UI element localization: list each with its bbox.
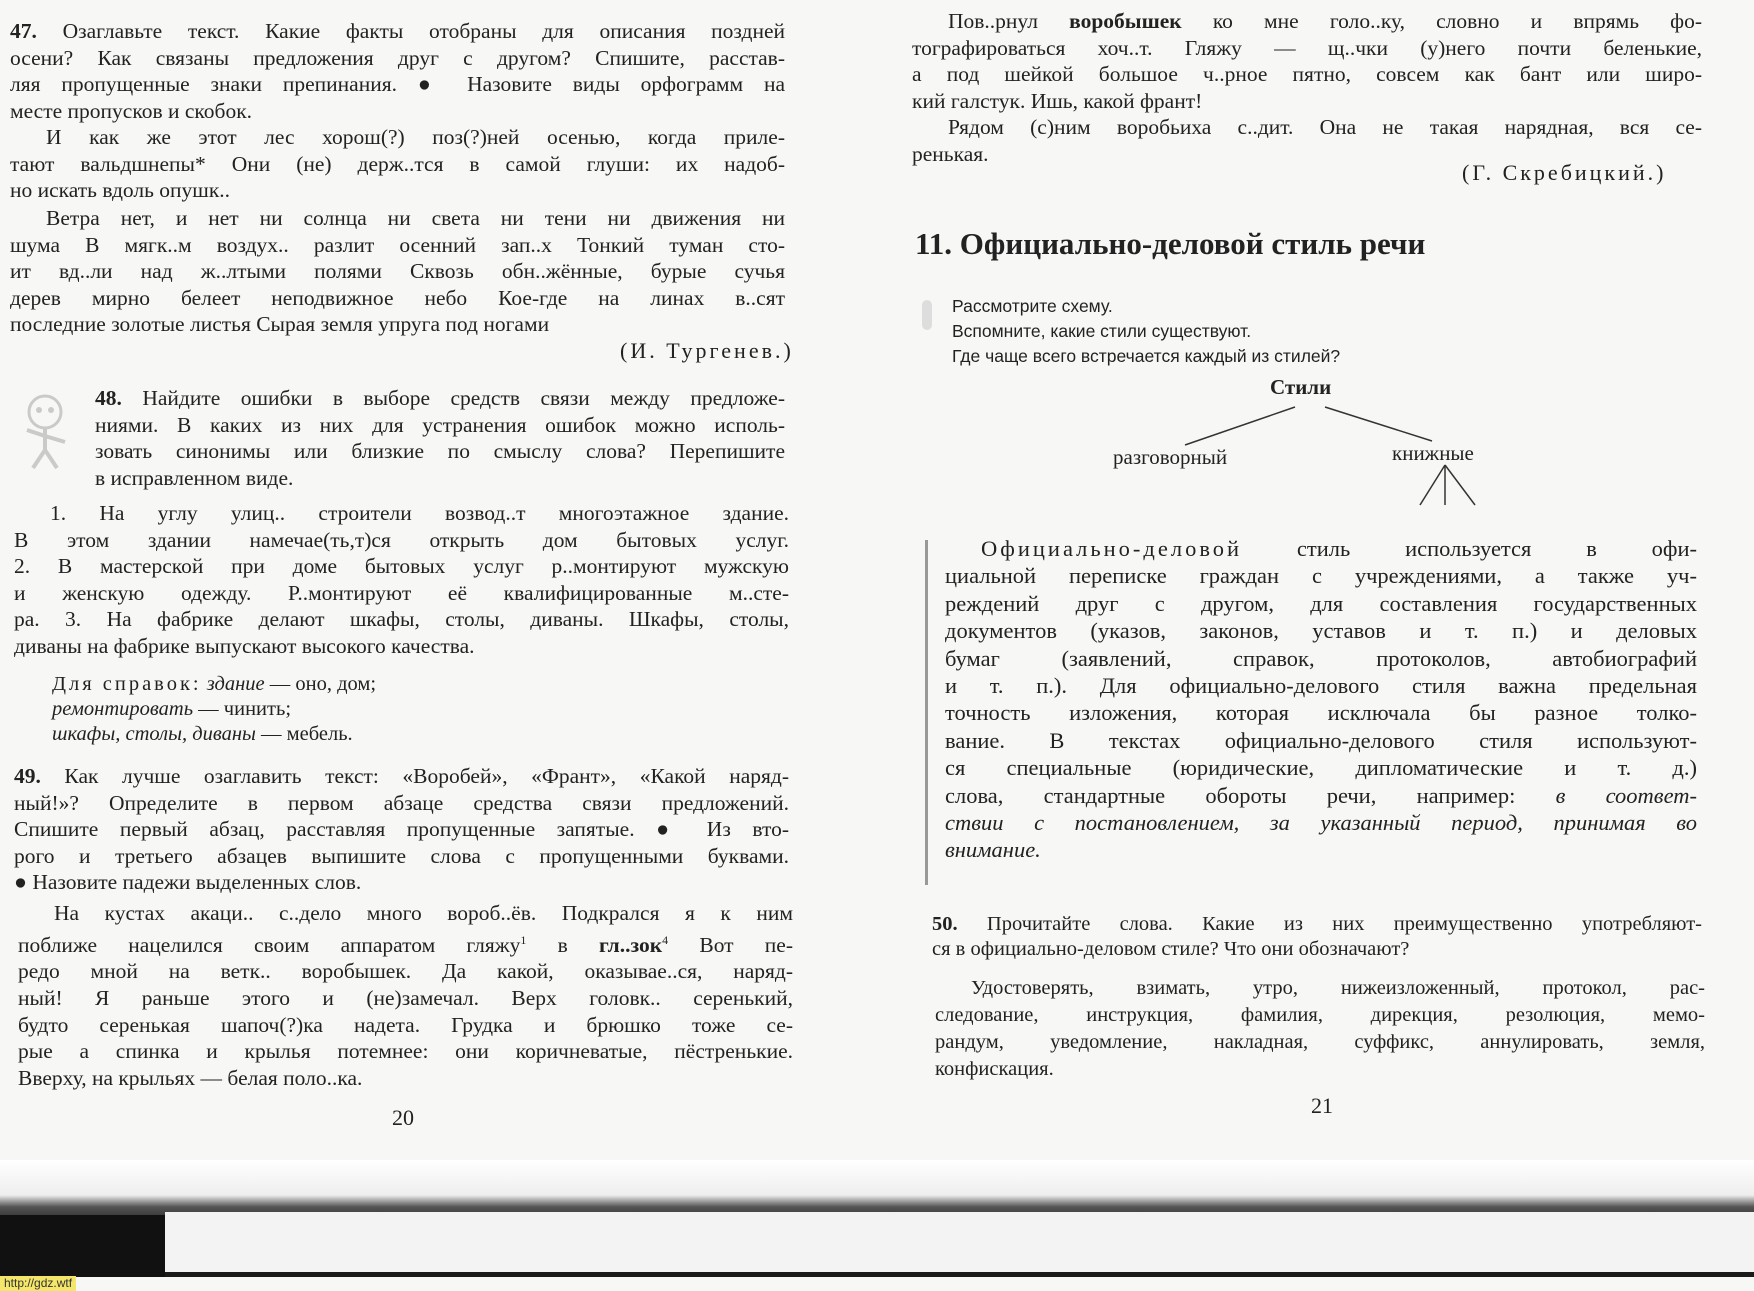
text-line: ра. 3. На фабрике делают шкафы, столы, диваны. Шкафы, столы, <box>14 607 789 632</box>
definition-line: документов (указов, законов, уставов и т. п.) и деловых <box>945 618 1697 644</box>
definition-line: циальной переписке граждан с учреждениями, а также уч- <box>945 563 1697 589</box>
reference-meaning: — чинить; <box>193 698 292 720</box>
definition-line: точность изложения, которая исключала бы разное толко- <box>945 700 1697 726</box>
question-line: Рассмотрите схему. <box>952 296 1113 316</box>
text-line: шума В мягк..м воздух.. разлит осенний зап..х Тонкий туман сто- <box>10 232 785 257</box>
text-line: В этом здании намечае(ть,т)ся открыть дом бытовых услуг. <box>14 527 789 552</box>
exercise-47-line: 47. Озаглавьте текст. Какие факты отобраны для описания поздней <box>10 19 786 43</box>
text-line: тают вальдшнепы* Они (не) держ..тся в самой глуши: их надоб- <box>10 151 785 176</box>
text-line: тографироваться хоч..т. Гляжу — щ..чки (у)него почти беленькие, <box>912 35 1702 60</box>
text-line: Рядом (с)ним воробьиха с..дит. Она не такая нарядная, вся се- <box>948 115 1702 139</box>
text-line: дерев мирно белеет неподвижное небо Кое-где на линах в..сят <box>10 285 785 310</box>
exercise-48-line: 48. Найдите ошибки в выборе средств связи между предложе- <box>95 386 785 410</box>
exercise-48-line: в исправленном виде. <box>95 465 294 490</box>
exercise-50 <box>932 912 1702 962</box>
text-49-line: ный! Я раньше этого и (не)замечал. Верх головк.. серенький, <box>18 985 793 1010</box>
highlighted-word: воробышек <box>1069 9 1182 33</box>
definition-term: Официально-деловой <box>981 536 1243 561</box>
text-line: ит вд..ли над ж..лтыми полями Сквозь обн..жённые, бурые сучья <box>10 259 785 284</box>
definition-line: и т. п.). Для официально-делового стиля важна предельная <box>945 673 1697 699</box>
section-title: 11. Официально-деловой стиль речи <box>915 226 1426 261</box>
text-49-line: редо мной на ветк.. воробышек. Да какой, оказывае..ся, наряд- <box>18 959 793 984</box>
exercise-48 <box>95 385 785 491</box>
footer-url: http://gdz.wtf <box>0 1276 76 1291</box>
text-line: Ветра нет, и нет ни солнца ни света ни тени ни движения ни <box>46 206 785 230</box>
footnote-mark: 1 <box>520 932 527 947</box>
exercise-47 <box>10 18 785 124</box>
text-line: последние золотые листья Сырая земля упруга под ногами <box>10 312 550 337</box>
text-49-continuation <box>912 8 1702 114</box>
scan-dark-corner <box>0 1215 165 1277</box>
text-line: Удостоверять, взимать, утро, нижеизложенный, протокол, рас- <box>971 977 1705 999</box>
text-49-line: будто серенькая шапоч(?)ка надета. Грудка и брюшко тоже се- <box>18 1012 793 1037</box>
text-line: И как же этот лес хорош(?) поз(?)ней осенью, когда приле- <box>46 125 785 149</box>
text-line: следование, инструкция, фамилия, дирекция, резолюция, мемо- <box>935 1004 1705 1026</box>
exercise-48-sentences <box>14 500 789 660</box>
exercise-number: 49. <box>14 764 41 788</box>
exercise-50-line: ся в официально-деловом стиле? Что они обозначают? <box>932 938 1410 960</box>
definition-line: Официально-деловой стиль используется в офи- <box>981 536 1697 561</box>
definition-line: реждений друг с другом, для составления государственных <box>945 590 1697 616</box>
reference-word: шкафы, столы, диваны <box>52 723 256 745</box>
exercise-number: 50. <box>932 913 958 935</box>
reference-meaning: — мебель. <box>255 723 353 745</box>
section-questions <box>952 294 1340 369</box>
text-49-line: поближе нацелился своим аппаратом гляжу$^1$ в гл..зок$^4$ Вот пе- <box>18 932 793 957</box>
text-line: ренькая. <box>912 141 989 166</box>
definition-block <box>945 535 1697 864</box>
text-line: диваны на фабрике выпускают высокого качества. <box>14 633 475 658</box>
text-line: но искать вдоль опушк.. <box>10 178 231 203</box>
text-line: а под шейкой большое ч..рное пятно, совсем как бант или широ- <box>912 62 1702 87</box>
exercise-49-line: рого и третьего абзацев выпишите слова с пропущенными буквами. <box>14 843 789 868</box>
author-turgenev <box>620 338 794 365</box>
reference-meaning: — оно, дом; <box>264 673 377 695</box>
diagram-root: Стили <box>1270 375 1332 399</box>
exercise-49 <box>14 763 789 896</box>
definition-line <box>945 836 1697 863</box>
question-line: Вспомните, какие стили существуют. <box>952 321 1252 341</box>
footnote-mark: 4 <box>662 932 669 947</box>
author-skrebitsky <box>1462 160 1667 187</box>
text-49-line: На кустах акаци.. с..дело много вороб..ёв. Подкрался я к ним <box>54 901 793 925</box>
definition-line: бумаг (заявлений, справок, протоколов, автобиографий <box>945 645 1697 671</box>
text-line: и женскую одежду. Р..монтируют её квалифицированные м..сте- <box>14 580 789 605</box>
exercise-number: 47. <box>10 19 37 43</box>
definition-line: слова, стандартные обороты речи, например: в соответ- <box>945 782 1697 808</box>
definition-line <box>945 809 1697 836</box>
author-text: (И. Тургенев.) <box>620 338 794 363</box>
reference-line <box>52 697 376 722</box>
text-47-paragraph-2 <box>10 205 785 338</box>
reference-word: здание <box>206 673 265 695</box>
reference-line <box>52 722 376 747</box>
text-line: 1. На углу улиц.. строители возвод..т многоэтажное здание. <box>50 501 789 525</box>
exercise-48-line: зовать синонимы или близкие по смыслу слова? Перепишите <box>95 439 785 464</box>
diagram-node-colloquial: разговорный <box>1113 445 1228 469</box>
margin-marker-icon <box>922 300 932 330</box>
exercise-49-line: 49. Как лучше озаглавить текст: «Воробей», «Франт», «Какой наряд- <box>14 764 790 788</box>
example-phrase: ствии с постановлением, за указанный период, принимая во <box>945 810 1697 836</box>
text-line: рандум, уведомление, накладная, суффикс, аннулировать, земля, <box>935 1031 1705 1053</box>
text-47-paragraph-1 <box>10 124 785 204</box>
text-line: 2. В мастерской при доме бытовых услуг р..монтируют мужскую <box>14 554 789 579</box>
exercise-47-line: месте пропусков и скобок. <box>10 98 253 123</box>
definition-line: ся специальные (юридические, дипломатические и т. д.) <box>945 755 1697 781</box>
reference-box <box>52 672 376 747</box>
text-49-line: рые а спинка и крылья потемнее: они коричневатые, пёстренькие. <box>18 1039 793 1064</box>
page-number-left: 20 <box>392 1105 414 1130</box>
reference-word: ремонтировать <box>52 698 194 720</box>
styles-diagram <box>1100 375 1520 515</box>
definition-line: вание. В текстах официально-делового стиля используют- <box>945 727 1697 753</box>
exercise-47-line: осени? Как связаны предложения друг с другом? Спишите, расстав- <box>10 45 785 70</box>
exercise-50-words <box>935 975 1705 1083</box>
author-text: (Г. Скребицкий.) <box>1462 160 1667 185</box>
exercise-number: 48. <box>95 386 122 410</box>
example-phrase: в соответ- <box>1555 782 1697 808</box>
text-49 <box>18 900 793 1091</box>
exercise-50-line: 50. Прочитайте слова. Какие из них преимущественно употребляют- <box>932 913 1702 935</box>
exercise-47-line: ляя пропущенные знаки препинания. ● Назовите виды орфограмм на <box>10 72 785 97</box>
definition-rule <box>925 540 928 885</box>
exercise-49-line: ● Назовите падежи выделенных слов. <box>14 870 362 895</box>
text-49-line: Вверху, на крыльях — белая поло..ка. <box>18 1065 363 1090</box>
exercise-48-line: ниями. В каких из них для устранения ошибок можно исполь- <box>95 412 785 437</box>
exercise-49-line: Спишите первый абзац, расставляя пропущенные запятые. ● Из вто- <box>14 817 789 842</box>
text-line: конфискация. <box>935 1058 1054 1080</box>
question-line: Где чаще всего встречается каждый из стилей? <box>952 346 1341 366</box>
text-line: Пов..рнул воробышек ко мне голо..ку, словно и впрямь фо- <box>948 9 1703 33</box>
page-number-right: 21 <box>1311 1093 1333 1118</box>
mascot-figure-icon <box>15 392 75 470</box>
scan-paper-edge <box>165 1212 1754 1272</box>
highlighted-word: гл..зок <box>598 932 663 957</box>
reference-line <box>52 672 376 697</box>
diagram-node-bookish: книжные <box>1392 441 1474 465</box>
example-phrase: внимание. <box>945 837 1041 863</box>
exercise-49-line: ный!»? Определите в первом абзаце средства связи предложений. <box>14 790 789 815</box>
reference-label: Для справок: <box>52 673 202 695</box>
text-line: кий галстук. Ишь, какой франт! <box>912 88 1203 113</box>
